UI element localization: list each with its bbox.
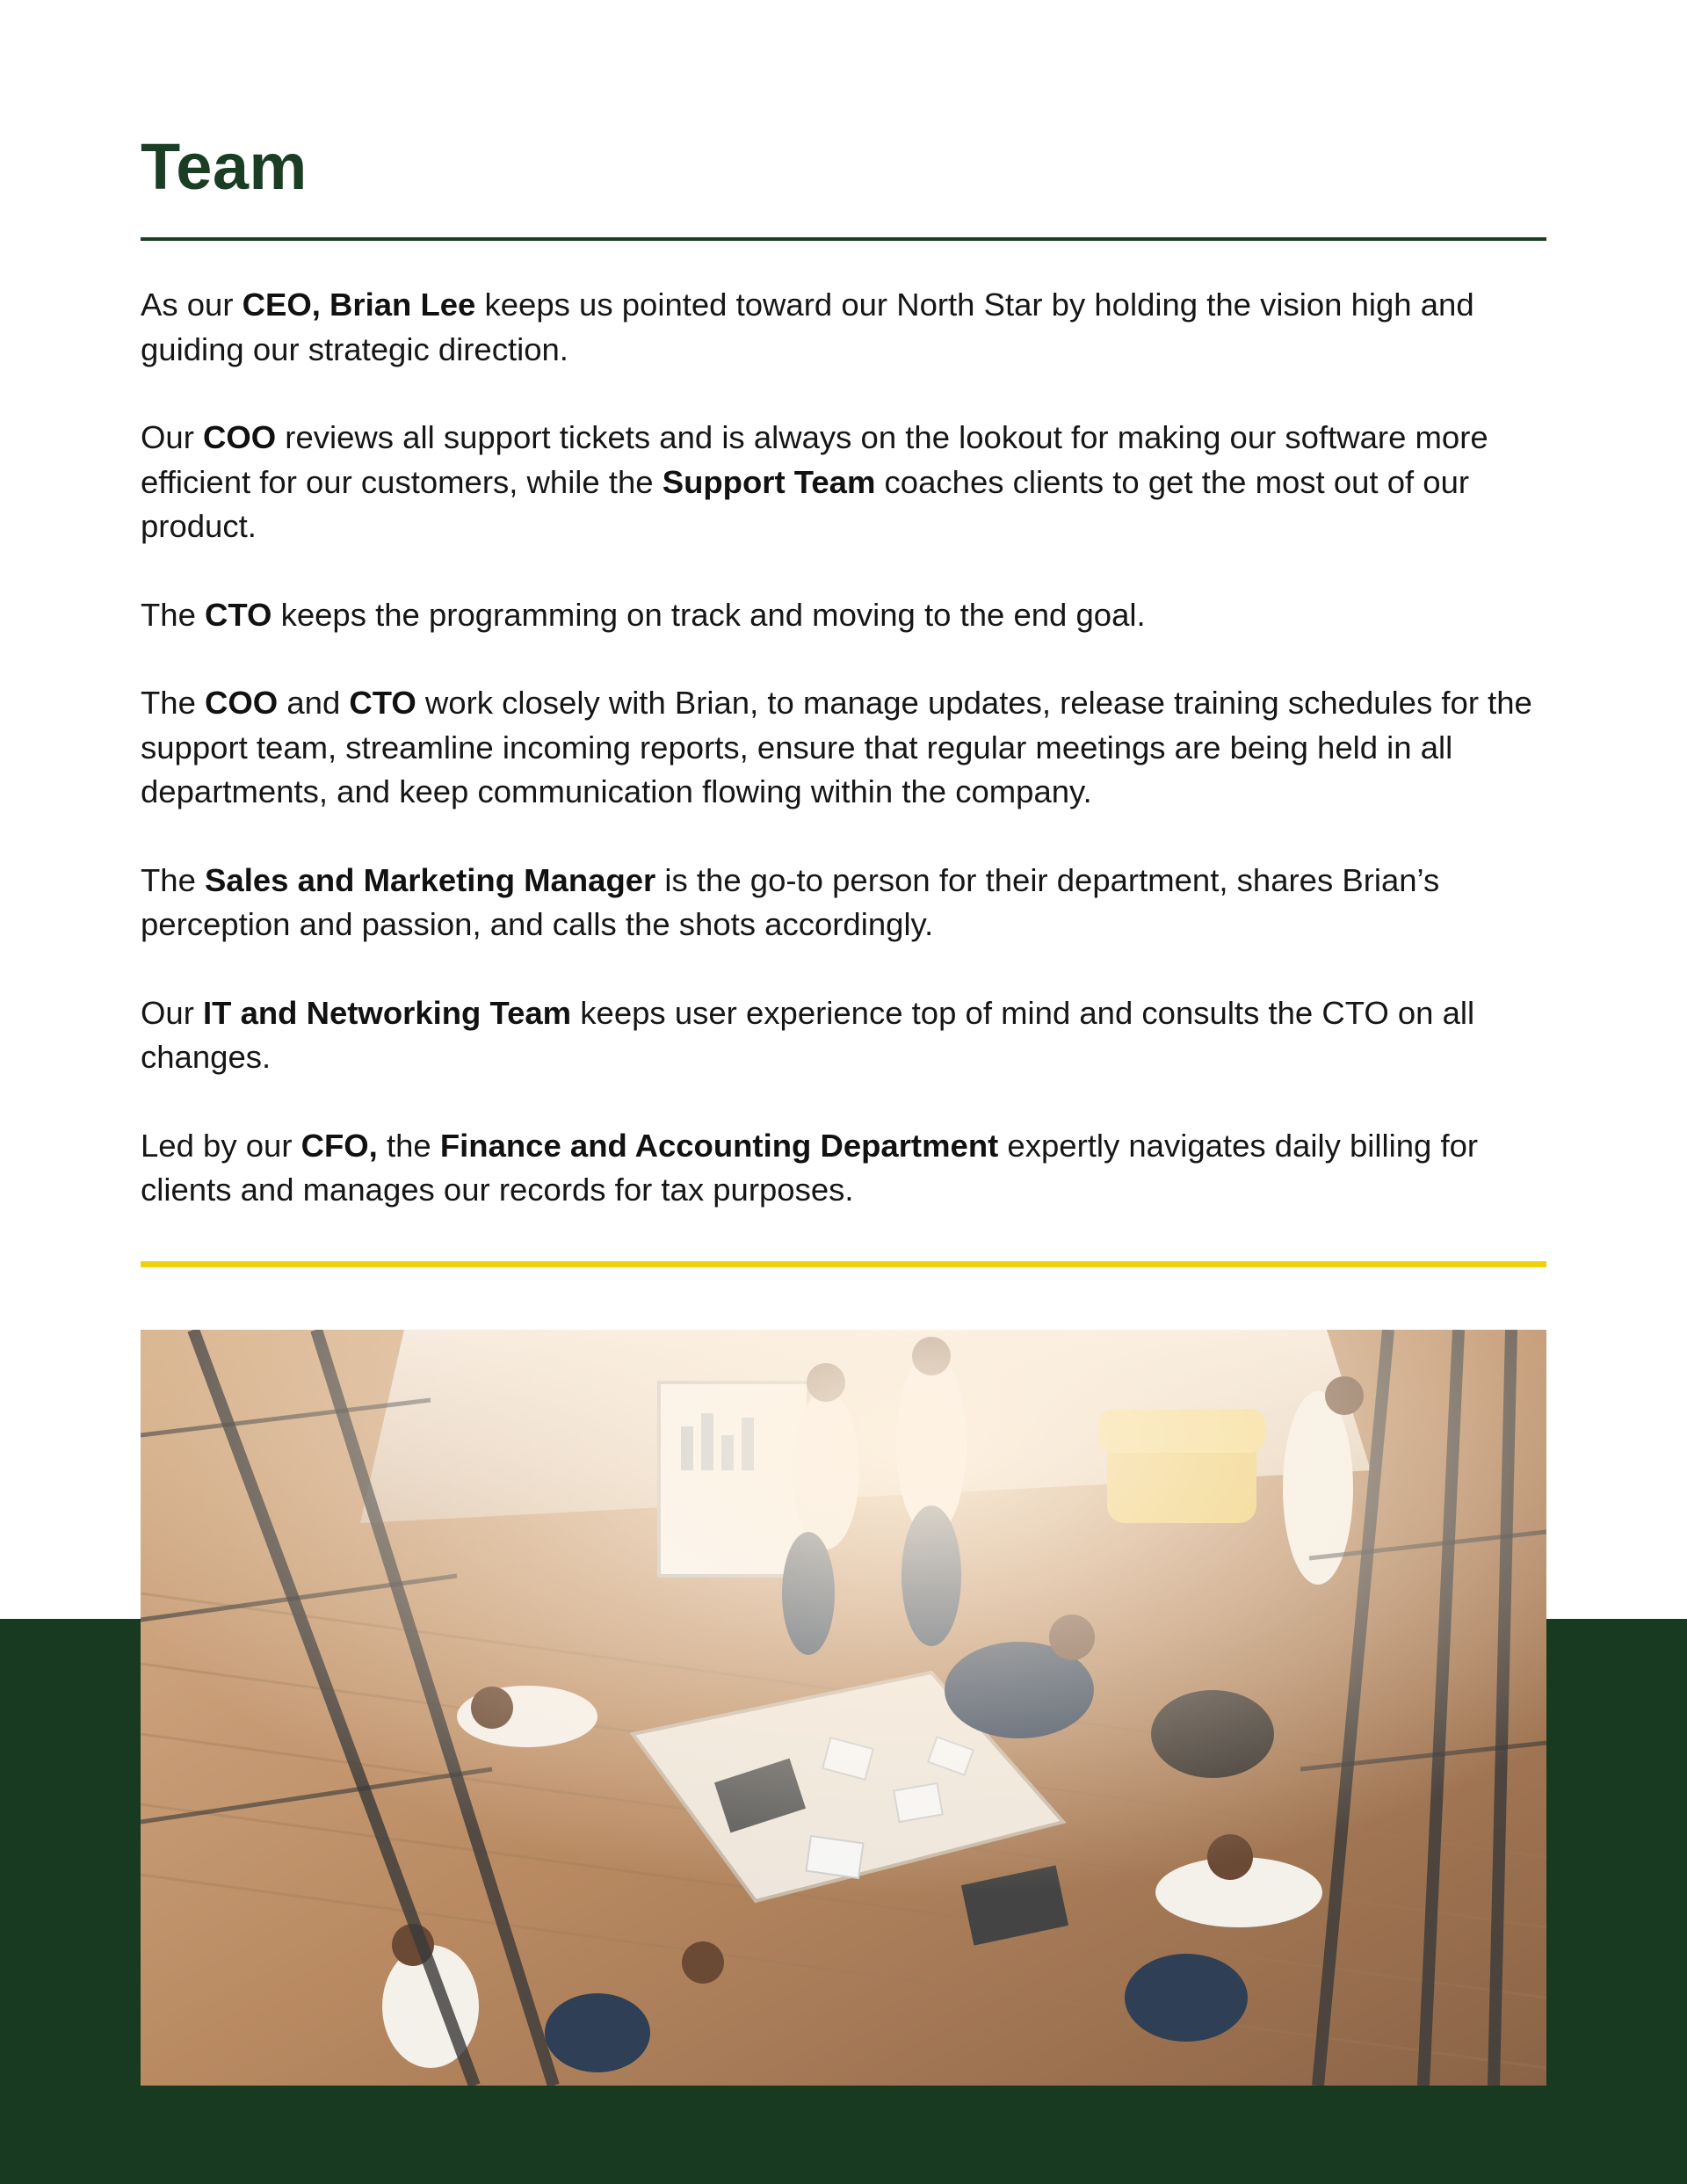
page-title: Team: [141, 130, 308, 203]
body-text-span: work closely with Brian, to manage updates, release training schedules for the support team, streamline incoming reports, ensure that regular meetings are being held in all departments, and keep communication flowing within the company.: [141, 685, 1532, 809]
emphasis-text: COO: [205, 685, 279, 721]
body-text-span: keeps the programming on track and moving to the end goal.: [272, 596, 1146, 633]
body-text-span: Our: [141, 994, 203, 1031]
emphasis-text: CTO: [205, 596, 272, 633]
emphasis-text: CEO, Brian Lee: [242, 287, 476, 323]
body-text-span: is the go-to person for their department, shares Brian’s perception and passion, and calls the shots accordingly.: [141, 861, 1440, 942]
team-description: [141, 283, 1546, 1257]
body-text-span: The: [141, 596, 206, 633]
emphasis-text: Finance and Accounting Department: [439, 1127, 999, 1164]
team-photo: [141, 1330, 1546, 2086]
body-text-span: expertly navigates daily billing for clients and manages our records for tax purposes.: [141, 1127, 1479, 1208]
team-photo-icon: [141, 1330, 1546, 2086]
body-text-span: keeps us pointed toward our North Star by holding the vision high and guiding our strategic direction.: [141, 287, 1474, 367]
paragraph-4: [141, 681, 1546, 815]
paragraph-7: [141, 1124, 1546, 1213]
body-text-span: Led by our: [141, 1127, 301, 1164]
emphasis-text: COO: [203, 419, 277, 455]
paragraph-1: [141, 283, 1546, 372]
paragraph-5: [141, 859, 1546, 947]
emphasis-text: IT and Networking Team: [203, 994, 572, 1031]
title-divider: [141, 237, 1546, 241]
body-text-span: the: [377, 1127, 440, 1164]
emphasis-text: Sales and Marketing Manager: [205, 861, 656, 898]
body-text-span: and: [278, 685, 350, 721]
body-text-span: Our: [141, 419, 203, 455]
accent-divider: [141, 1261, 1546, 1267]
body-text-span: reviews all support tickets and is always on the lookout for making our software more efficient for our customers, while the: [141, 419, 1488, 500]
body-text-span: The: [141, 685, 206, 721]
body-text-span: The: [141, 861, 206, 898]
body-text-span: coaches clients to get the most out of our product.: [141, 463, 1470, 544]
emphasis-text: Support Team: [662, 463, 876, 500]
emphasis-text: CFO,: [300, 1127, 378, 1164]
emphasis-text: CTO: [349, 685, 416, 721]
paragraph-2: [141, 416, 1546, 549]
paragraph-3: [141, 593, 1546, 638]
paragraph-6: [141, 991, 1546, 1080]
body-text-span: As our: [141, 287, 243, 323]
body-text-span: keeps user experience top of mind and consults the CTO on all changes.: [141, 994, 1475, 1075]
